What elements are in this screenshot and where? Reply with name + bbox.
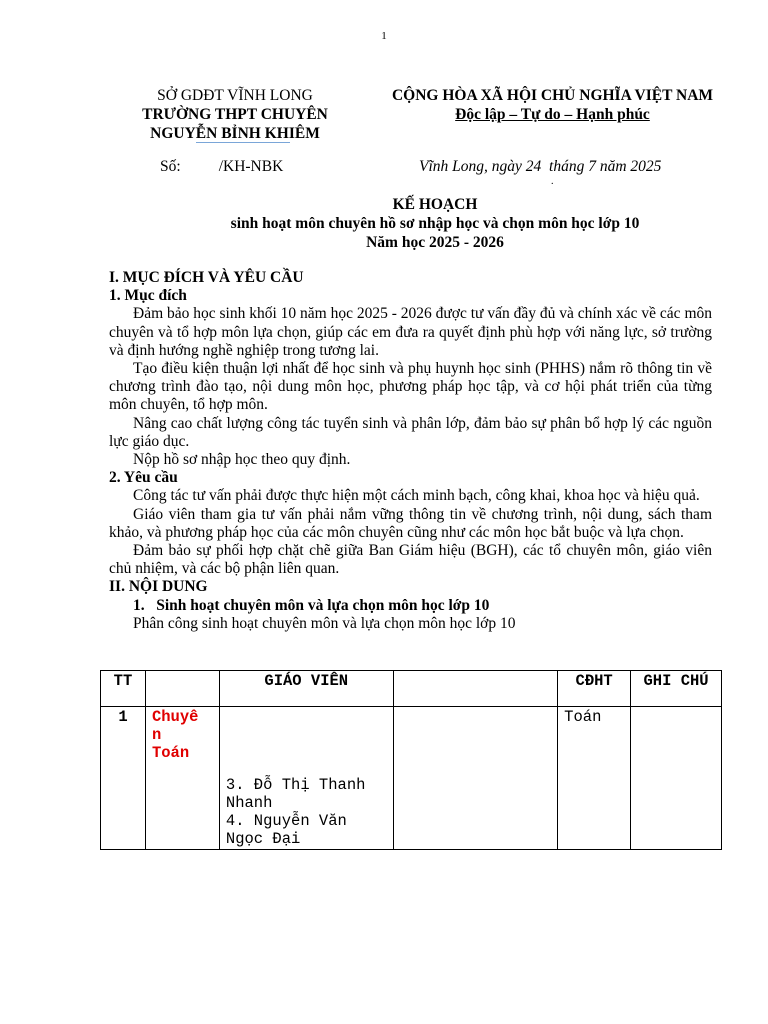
header-teacher: GIÁO VIÊN [219, 671, 393, 707]
teacher-name: 3. Đỗ Thị Thanh Nhanh [225, 776, 366, 812]
title-main: KẾ HOẠCH [392, 196, 478, 213]
issuer-block [100, 86, 370, 143]
cdht-cell: Toán [558, 707, 631, 850]
subject-line: n [151, 726, 162, 744]
teacher-cell [219, 707, 393, 850]
section1-heading: I. MỤC ĐÍCH VÀ YÊU CẦU [109, 269, 304, 286]
assignment-table [100, 670, 722, 850]
date-suffix: tháng 7 năm 2025 [549, 158, 662, 175]
document-number-label: Số: [160, 158, 181, 175]
purpose-paragraph: Đảm bảo học sinh khối 10 năm học 2025 - 2026 được tư vấn đầy đủ và chính xác về các môn chuyên và tổ hợp môn lựa chọn, giúp các em đưa ra quyết định phù hợp với năng lực, sở trường và định hướng nghề nghiệp trong tương lai. [109, 305, 712, 359]
document-body [109, 269, 712, 633]
document-number [160, 158, 283, 176]
purpose-paragraph: Nộp hồ sơ nhập học theo quy định. [133, 451, 351, 469]
issue-date [419, 158, 661, 176]
note-cell [631, 707, 722, 850]
section2-item1: 1. Sinh hoạt chuyên môn và lựa chọn môn học lớp 10 [133, 596, 490, 614]
table-header-row [101, 671, 722, 707]
date-day: 24 [525, 158, 542, 175]
requirement-paragraph: Giáo viên tham gia tư vấn phải nắm vững thông tin về chương trình, nội dung, sách tham khảo, và phương pháp học của các môn chuyên cũng như các môn học bắt buộc và lựa chọn. [109, 505, 712, 541]
date-dot-mark: . [551, 176, 554, 187]
subject-cell [145, 707, 219, 850]
header-tt: TT [101, 671, 146, 707]
document-title [0, 195, 768, 252]
table-caption: Phân công sinh hoạt chuyên môn và lựa chọn môn học lớp 10 [133, 614, 516, 632]
school-name-line2: NGUYỄN BỈNH KHIÊM [150, 125, 320, 142]
date-prefix: Vĩnh Long, ngày [419, 158, 522, 175]
extra-cell [393, 707, 558, 850]
section2-heading: II. NỘI DUNG [109, 578, 208, 596]
title-year: Năm học 2025 - 2026 [366, 234, 504, 251]
national-motto: Độc lập – Tự do – Hạnh phúc [455, 106, 650, 123]
purpose-paragraph: Tạo điều kiện thuận lợi nhất để học sinh và phụ huynh học sinh (PHHS) nắm rõ thông tin về chương trình đào tạo, nội dung môn học, phương pháp học tập, và cơ hội phát triển của từng môn chuyên, tổ hợp môn. [109, 360, 712, 414]
national-block [370, 86, 735, 124]
table-row [101, 707, 722, 850]
requirement-paragraph: Công tác tư vấn phải được thực hiện một cách minh bạch, công khai, khoa học và hiệu quả. [133, 487, 700, 505]
header-cdht: CĐHT [558, 671, 631, 707]
subject-line: Chuyê [151, 708, 199, 726]
purpose-heading: 1. Mục đích [109, 287, 187, 305]
requirement-paragraph: Đảm bảo sự phối hợp chặt chẽ giữa Ban Giám hiệu (BGH), các tổ chuyên môn, giáo viên chủ nhiệm, và các bộ phận liên quan. [109, 542, 712, 578]
teacher-name: 4. Nguyễn Văn Ngọc Đại [225, 812, 347, 848]
title-subtitle: sinh hoạt môn chuyên hồ sơ nhập học và chọn môn học lớp 10 [230, 215, 640, 232]
header-note: GHI CHÚ [631, 671, 722, 707]
school-name-line1: TRƯỜNG THPT CHUYÊN [142, 106, 328, 123]
header-divider [196, 142, 290, 143]
document-number-code: /KH-NBK [218, 158, 284, 175]
requirements-heading: 2. Yêu cầu [109, 469, 178, 487]
header-extra [393, 671, 558, 707]
page-marker: 1 [381, 30, 387, 42]
republic-title: CỘNG HÒA XÃ HỘI CHỦ NGHĨA VIỆT NAM [391, 87, 714, 104]
purpose-paragraph: Nâng cao chất lượng công tác tuyển sinh và phân lớp, đảm bảo sự phân bổ hợp lý các nguồn lực giáo dục. [109, 414, 712, 450]
header-subject [145, 671, 219, 707]
department-name: SỞ GDĐT VĨNH LONG [157, 87, 313, 104]
row-number: 1 [101, 707, 146, 850]
subject-line: Toán [151, 744, 190, 762]
